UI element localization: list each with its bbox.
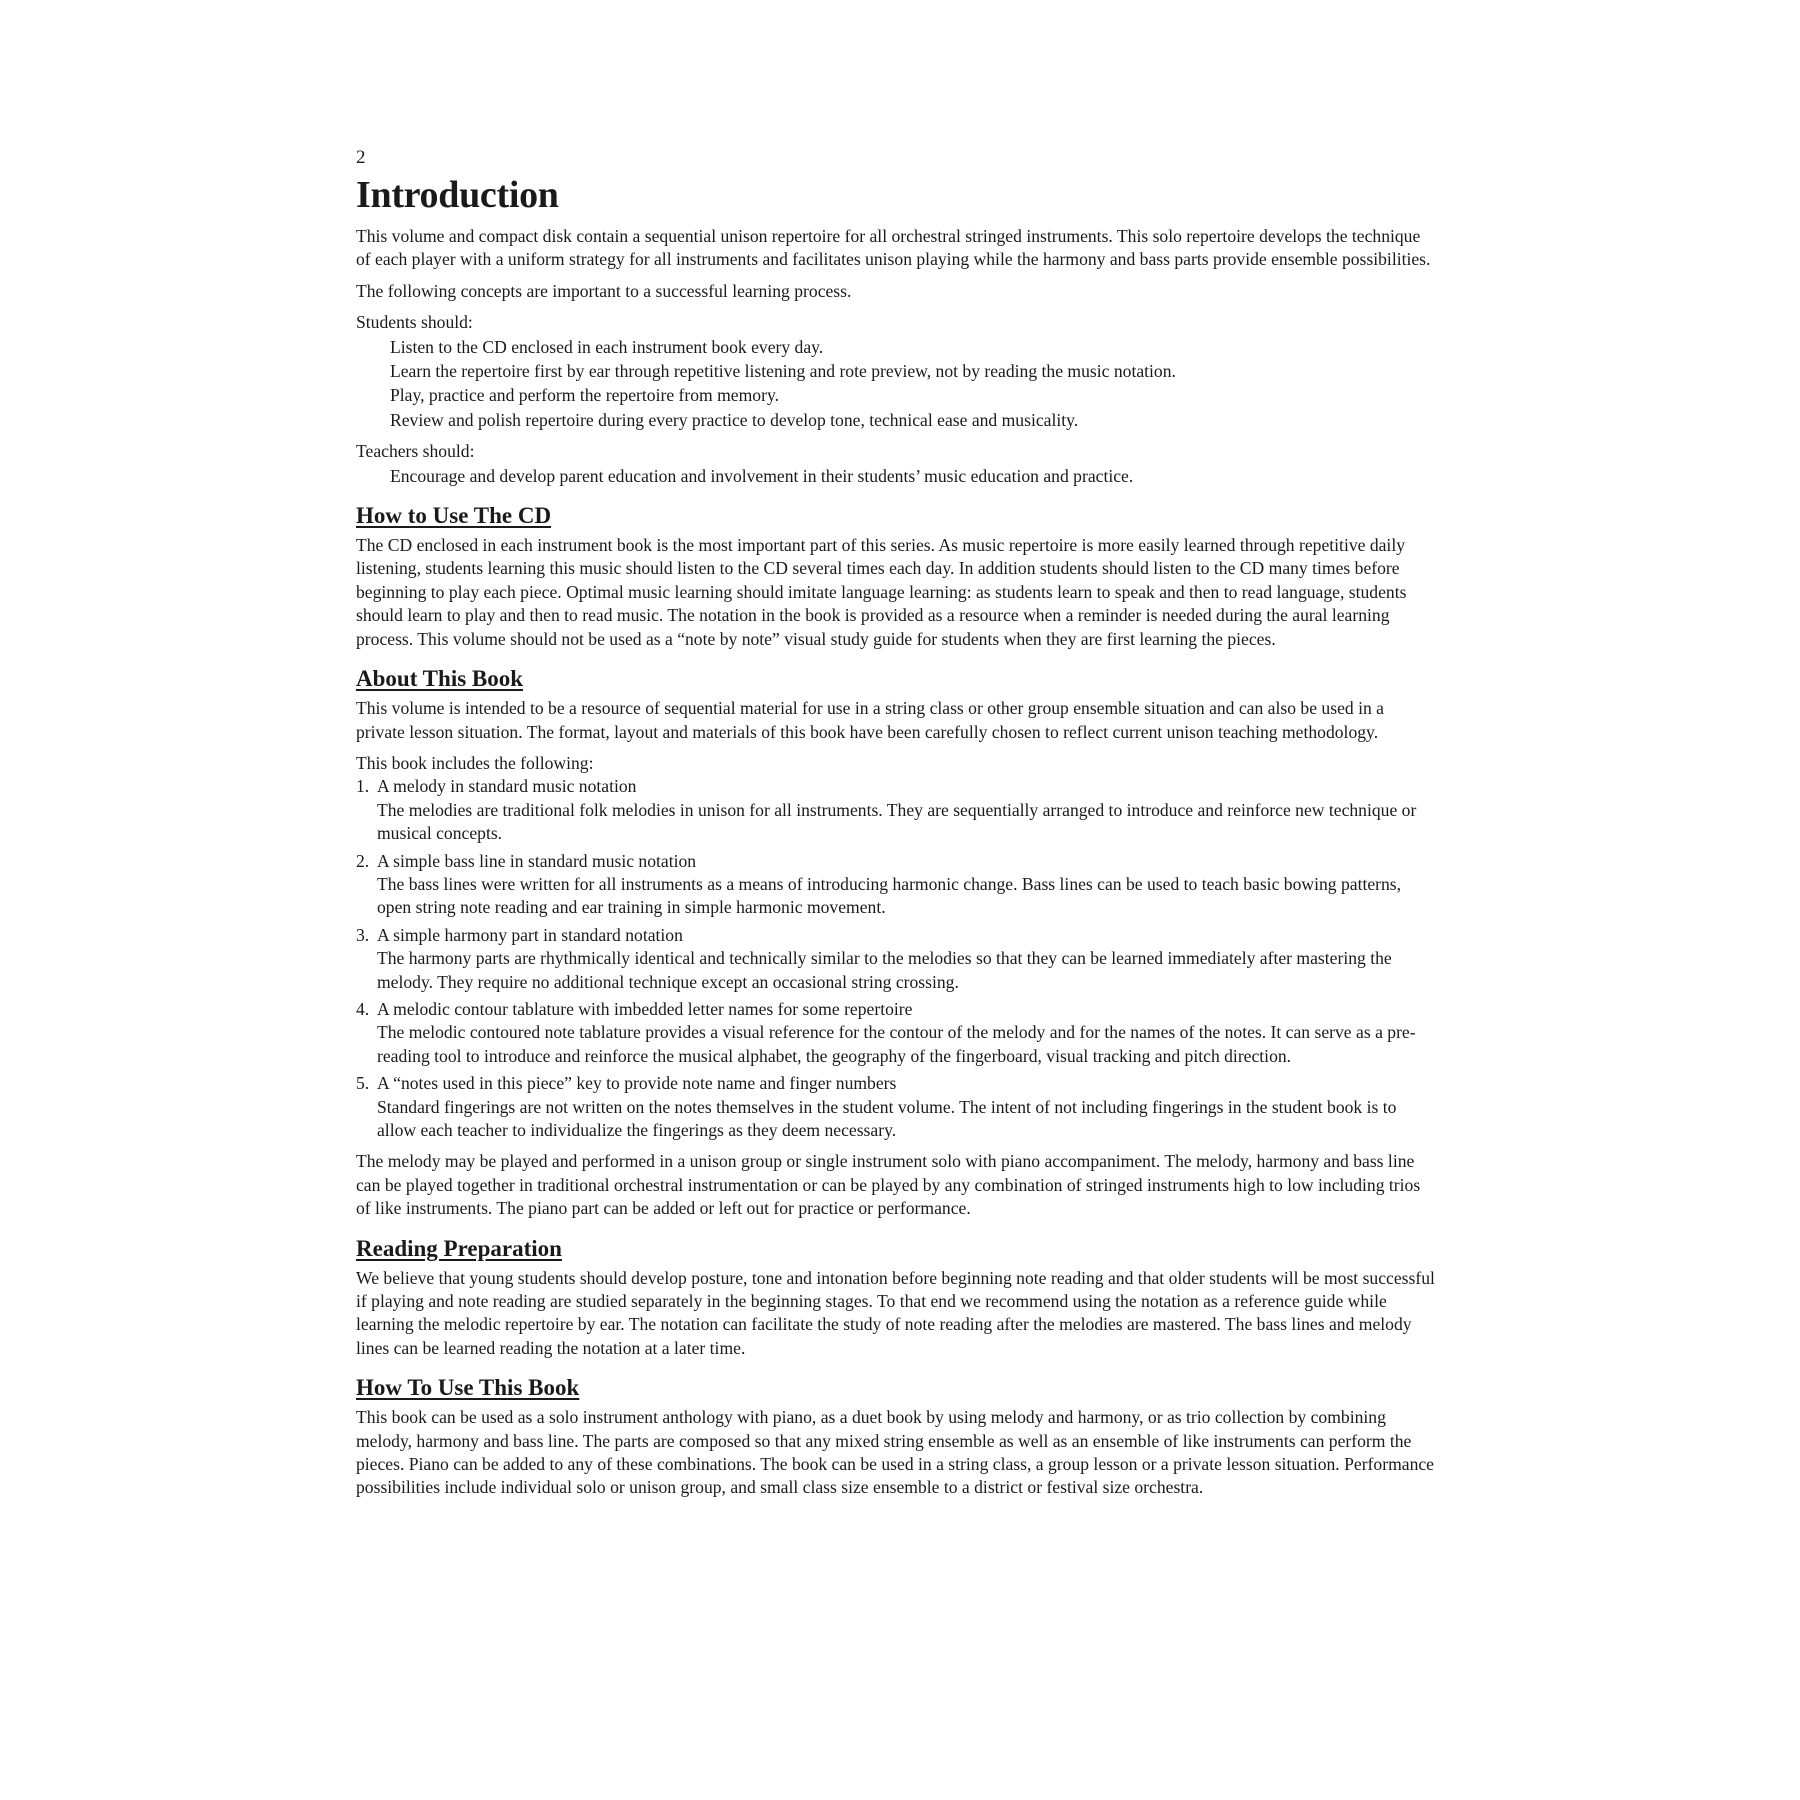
section-paragraph: We believe that young students should develop posture, tone and intonation before beginning note reading and that older students will be most successful if playing and note reading are studied separately in the beginning stages. To that end we recommend using the notation as a reference guide while learning the melodic repertoire by ear. The notation can facilitate the study of note reading after the melodies are mastered. The bass lines and melody lines can be learned reading the notation at a later time. bbox=[356, 1267, 1435, 1358]
teachers-label: Teachers should: bbox=[356, 441, 475, 462]
section-heading: How to Use The CD bbox=[356, 503, 552, 529]
teachers-list bbox=[356, 464, 1436, 488]
item-description: The bass lines were written for all instruments as a means of introducing harmonic change. Bass lines can be used to teach basic bowing patterns, open string note reading and ear training in simple harmonic movement. bbox=[377, 873, 1402, 918]
page-title: Introduction bbox=[356, 174, 559, 216]
list-item: Review and polish repertoire during every practice to develop tone, technical ease and musicality. bbox=[390, 409, 1079, 430]
item-description: The melodies are traditional folk melodies in unison for all instruments. They are sequentially arranged to introduce and reinforce new technique or musical concepts. bbox=[377, 799, 1417, 844]
includes-list bbox=[356, 775, 1436, 1142]
section-heading: About This Book bbox=[356, 666, 524, 692]
includes-label: This book includes the following: bbox=[356, 752, 594, 773]
item-description: The harmony parts are rhythmically identical and technically similar to the melodies so that they can be learned immediately after mastering the melody. They require no additional technique except an occasional string crossing. bbox=[377, 948, 1392, 992]
intro-paragraph-2: The following concepts are important to a successful learning process. bbox=[356, 280, 852, 301]
list-item: Play, practice and perform the repertoire from memory. bbox=[390, 385, 780, 406]
list-item bbox=[356, 775, 1436, 845]
section-heading: How To Use This Book bbox=[356, 1375, 580, 1401]
item-number: 3. bbox=[356, 924, 370, 945]
list-item bbox=[356, 924, 1436, 994]
item-number: 1. bbox=[356, 776, 370, 797]
document-page bbox=[356, 147, 1436, 1508]
how-to-use-cd-section bbox=[356, 502, 1436, 651]
item-description: Standard fingerings are not written on the notes themselves in the student volume. The intent of not including fingerings in the student book is to allow each teacher to individualize the fingerings as they deem necessary. bbox=[377, 1096, 1397, 1140]
section-paragraph: The melody may be played and performed in a unison group or single instrument solo with piano accompaniment. The melody, harmony and bass line can be played together in traditional orchestral instrumentation or can be played by any combination of stringed instruments high to low including trios of like instruments. The piano part can be added or left out for practice or performance. bbox=[356, 1151, 1421, 1219]
item-number: 5. bbox=[356, 1073, 370, 1094]
students-label: Students should: bbox=[356, 312, 473, 333]
section-paragraph: This volume is intended to be a resource of sequential material for use in a string class or other group ensemble situation and can also be used in a private lesson situation. The format, layout and materials of this book have been carefully chosen to reflect current unison teaching methodology. bbox=[356, 698, 1384, 742]
about-this-book-section bbox=[356, 665, 1436, 1221]
how-to-use-book-section bbox=[356, 1374, 1436, 1500]
section-paragraph: This book can be used as a solo instrument anthology with piano, as a duet book by using melody and harmony, or as trio collection by combining melody, harmony and bass line. The parts are composed so that any mixed string ensemble as well as an ensemble of like instruments can perform the pieces. Piano can be added to any of these combinations. The book can be used in a string class, a group lesson or a private lesson situation. Performance possibilities include individual solo or unison group, and small class size ensemble to a district or festival size orchestra. bbox=[356, 1407, 1434, 1498]
introduction-section bbox=[356, 225, 1436, 488]
item-number: 2. bbox=[356, 850, 370, 871]
list-item bbox=[356, 850, 1436, 920]
item-title: A melodic contour tablature with imbedded letter names for some repertoire bbox=[377, 998, 913, 1019]
list-item: Encourage and develop parent education and involvement in their students’ music education and practice. bbox=[390, 465, 1134, 486]
item-title: A melody in standard music notation bbox=[377, 776, 637, 797]
intro-paragraph-1: This volume and compact disk contain a sequential unison repertoire for all orchestral stringed instruments. This solo repertoire develops the technique of each player with a uniform strategy for all instruments and facilitates unison playing while the harmony and bass parts provide ensemble possibilities. bbox=[356, 226, 1431, 270]
item-title: A simple bass line in standard music notation bbox=[377, 850, 697, 871]
students-list bbox=[356, 335, 1436, 433]
item-number: 4. bbox=[356, 998, 370, 1019]
list-item bbox=[356, 998, 1436, 1068]
list-item bbox=[356, 1072, 1436, 1142]
list-item: Listen to the CD enclosed in each instrument book every day. bbox=[390, 336, 824, 357]
page-number: 2 bbox=[356, 147, 366, 168]
item-title: A “notes used in this piece” key to provide note name and finger numbers bbox=[377, 1073, 897, 1094]
item-title: A simple harmony part in standard notation bbox=[377, 924, 683, 945]
section-paragraph: The CD enclosed in each instrument book is the most important part of this series. As music repertoire is more easily learned through repetitive daily listening, students learning this music should listen to the CD several times each day. In addition students should listen to the CD many times before beginning to play each piece. Optimal music learning should imitate language learning: as students learn to speak and then to read language, students should learn to play and then to read music. The notation in the book is provided as a resource when a reminder is needed during the aural learning process. This volume should not be used as a “note by note” visual study guide for students when they are first learning the pieces. bbox=[356, 535, 1407, 649]
reading-preparation-section bbox=[356, 1235, 1436, 1361]
section-heading: Reading Preparation bbox=[356, 1235, 562, 1261]
item-description: The melodic contoured note tablature provides a visual reference for the contour of the melody and for the names of the notes. It can serve as a pre-reading tool to introduce and reinforce the musical alphabet, the geography of the fingerboard, visual tracking and pitch direction. bbox=[377, 1022, 1416, 1066]
list-item: Learn the repertoire first by ear through repetitive listening and rote preview, not by reading the music notation. bbox=[390, 361, 1176, 382]
